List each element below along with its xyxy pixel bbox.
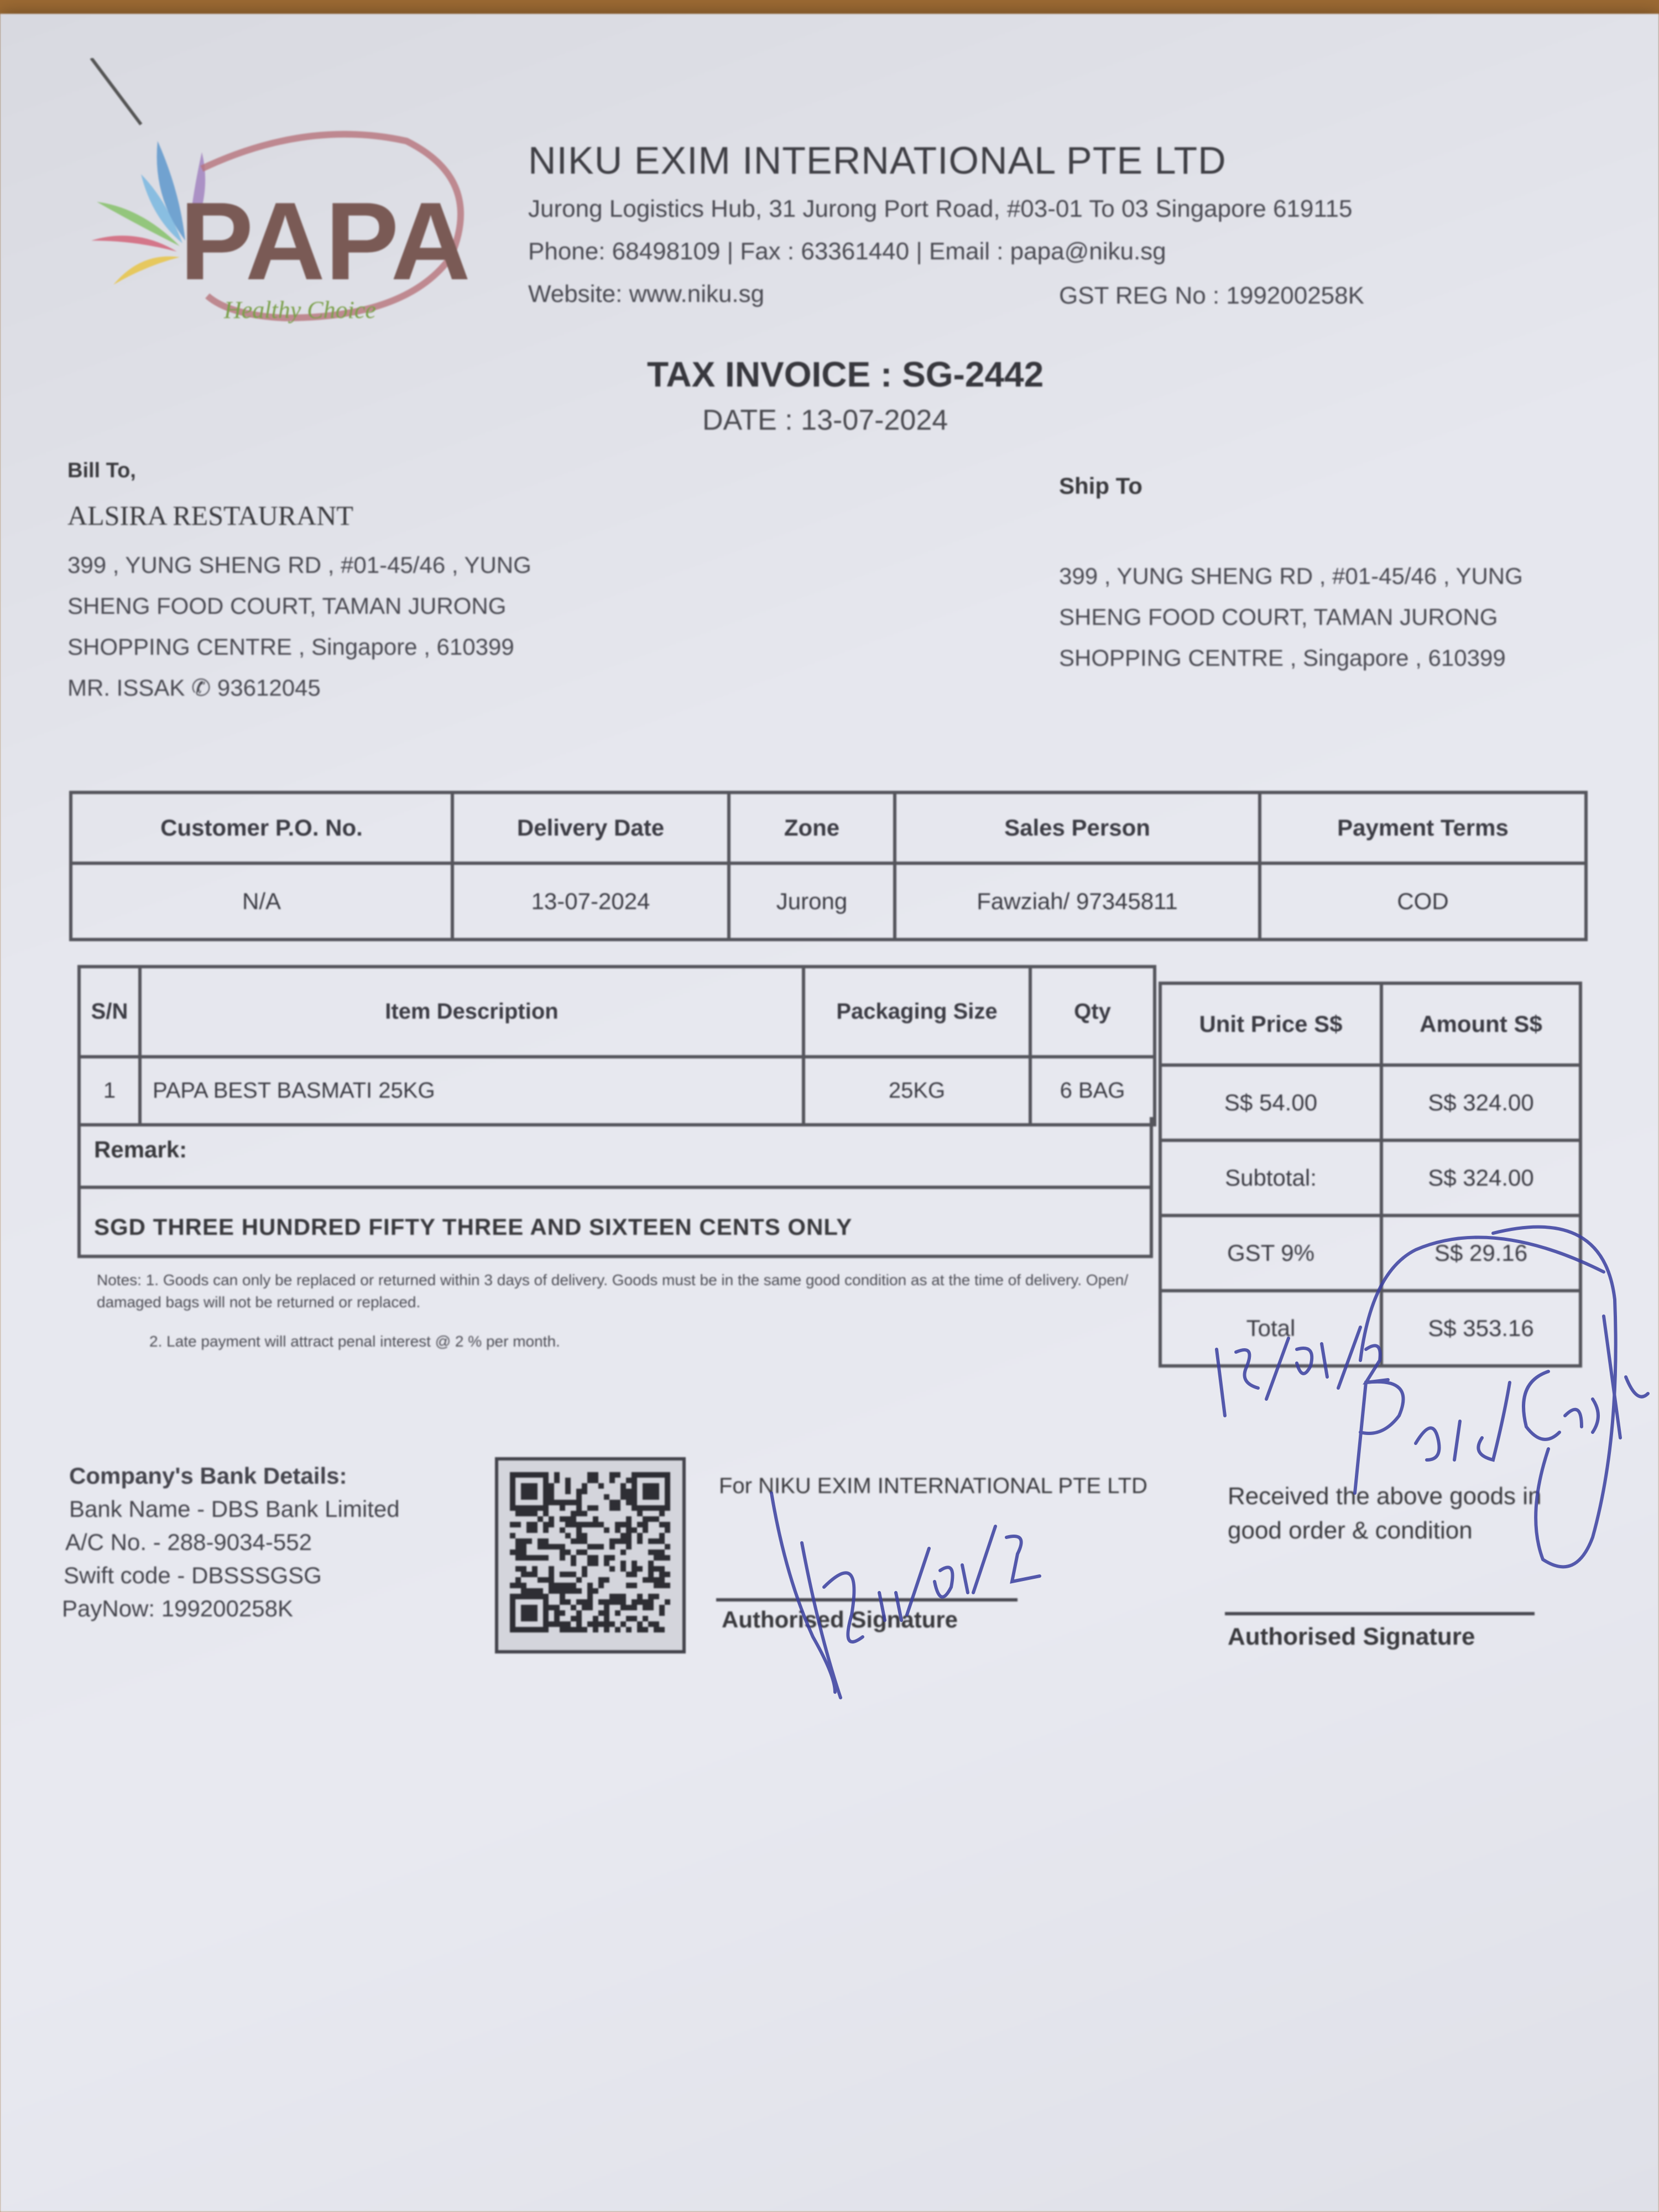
payment-terms-value: COD bbox=[1260, 863, 1586, 940]
company-contact: Phone: 68498109 | Fax : 63361440 | Email : papa@niku.sg bbox=[528, 238, 1166, 265]
ship-to-address-line: 399 , YUNG SHENG RD , #01-45/46 , YUNG bbox=[1059, 563, 1523, 589]
bill-to-name: ALSIRA RESTAURANT bbox=[67, 500, 353, 531]
header-payment-terms: Payment Terms bbox=[1260, 792, 1586, 863]
authorised-signature-label: Authorised Signature bbox=[722, 1606, 958, 1632]
amount-in-words: SGD THREE HUNDRED FIFTY THREE AND SIXTEEN CENTS ONLY bbox=[94, 1214, 853, 1240]
for-company-label: For NIKU EXIM INTERNATIONAL PTE LTD bbox=[719, 1474, 1147, 1498]
gst-value: S$ 29.16 bbox=[1381, 1215, 1580, 1291]
bill-to-address-line: SHOPPING CENTRE , Singapore , 610399 bbox=[67, 634, 514, 660]
bank-paynow: PayNow: 199200258K bbox=[62, 1595, 293, 1621]
header-packaging-size: Packaging Size bbox=[804, 967, 1030, 1057]
paid-cash-note bbox=[1217, 1227, 1648, 1567]
invoice-title: TAX INVOICE : SG-2442 bbox=[647, 354, 1044, 394]
item-sn: 1 bbox=[79, 1057, 140, 1125]
bank-name: Bank Name - DBS Bank Limited bbox=[69, 1496, 400, 1522]
company-gst-reg: GST REG No : 199200258K bbox=[1059, 282, 1364, 309]
logo-tagline: Healthy Choice bbox=[224, 296, 376, 324]
bill-to-address-line: 399 , YUNG SHENG RD , #01-45/46 , YUNG bbox=[67, 552, 531, 578]
ship-to-address-line: SHOPPING CENTRE , Singapore , 610399 bbox=[1059, 645, 1506, 671]
logo-text: PAPA bbox=[180, 180, 471, 303]
customer-po-value: N/A bbox=[71, 863, 452, 940]
bill-to-address-line: SHENG FOOD COURT, TAMAN JURONG bbox=[67, 593, 507, 619]
total-label: Total bbox=[1160, 1291, 1381, 1366]
gst-label: GST 9% bbox=[1160, 1215, 1381, 1291]
zone-value: Jurong bbox=[729, 863, 895, 940]
company-address: Jurong Logistics Hub, 31 Jurong Port Road, #03-01 To 03 Singapore 619115 bbox=[528, 195, 1353, 222]
authorised-signature-label: Authorised Signature bbox=[1228, 1623, 1475, 1650]
subtotal-value: S$ 324.00 bbox=[1381, 1140, 1580, 1215]
item-qty: 6 BAG bbox=[1030, 1057, 1155, 1125]
invoice-date: DATE : 13-07-2024 bbox=[702, 404, 948, 436]
header-qty: Qty bbox=[1030, 967, 1155, 1057]
header-item-description: Item Description bbox=[140, 967, 804, 1057]
sales-person-value: Fawziah/ 97345811 bbox=[895, 863, 1260, 940]
header-customer-po: Customer P.O. No. bbox=[71, 792, 452, 863]
delivery-date-value: 13-07-2024 bbox=[452, 863, 729, 940]
header-unit-price: Unit Price S$ bbox=[1160, 983, 1381, 1065]
item-description: PAPA BEST BASMATI 25KG bbox=[140, 1057, 804, 1125]
header-delivery-date: Delivery Date bbox=[452, 792, 729, 863]
authorised-signature-scribble bbox=[771, 1493, 1040, 1698]
header-zone: Zone bbox=[729, 792, 895, 863]
bill-to-label: Bill To, bbox=[67, 459, 136, 482]
total-value: S$ 353.16 bbox=[1381, 1291, 1580, 1366]
item-packaging: 25KG bbox=[804, 1057, 1030, 1125]
subtotal-label: Subtotal: bbox=[1160, 1140, 1381, 1215]
company-website: Website: www.niku.sg bbox=[528, 280, 765, 307]
remark-label: Remark: bbox=[94, 1136, 187, 1162]
header-amount: Amount S$ bbox=[1381, 983, 1580, 1065]
bank-account-number: A/C No. - 288-9034-552 bbox=[65, 1529, 312, 1555]
note-late-payment: 2. Late payment will attract penal interest @ 2 % per month. bbox=[149, 1333, 560, 1350]
header-sales-person: Sales Person bbox=[895, 792, 1260, 863]
bill-to-contact: MR. ISSAK ✆ 93612045 bbox=[67, 675, 321, 701]
bank-swift-code: Swift code - DBSSSGSG bbox=[64, 1562, 322, 1588]
ship-to-address-line: SHENG FOOD COURT, TAMAN JURONG bbox=[1059, 604, 1498, 630]
bank-details-title: Company's Bank Details: bbox=[69, 1463, 347, 1489]
note-returns: Notes: 1. Goods can only be replaced or returned within 3 days of delivery. Goods must be in the same good condition as at the time of delivery. Open/ damaged bags will not be returned or replaced. bbox=[97, 1271, 1129, 1311]
header-sn: S/N bbox=[79, 967, 140, 1057]
item-amount: S$ 324.00 bbox=[1381, 1065, 1580, 1140]
item-unit-price: S$ 54.00 bbox=[1160, 1065, 1381, 1140]
company-name: NIKU EXIM INTERNATIONAL PTE LTD bbox=[528, 139, 1227, 182]
received-goods-text: Received the above goods in good order & condition bbox=[1228, 1483, 1542, 1544]
ship-to-label: Ship To bbox=[1059, 473, 1142, 499]
